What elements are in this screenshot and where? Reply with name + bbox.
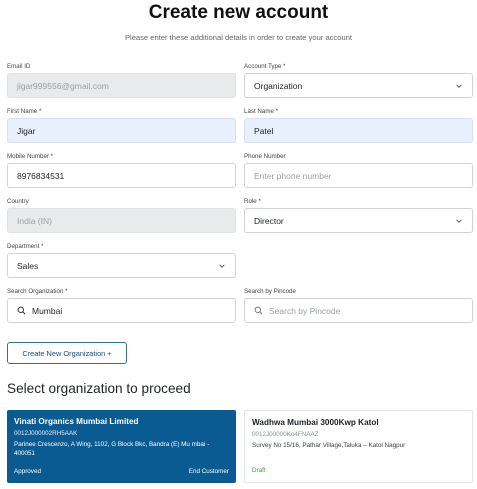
status-badge: Draft (252, 467, 266, 474)
organization-type: End Customer (188, 468, 229, 475)
phone-number-placeholder: Enter phone number (254, 170, 332, 181)
organization-code: 0012J00000Ko4FNAAZ (252, 431, 319, 438)
mobile-number-field[interactable] (7, 163, 236, 188)
organization-address: Parinee Crescenzo, A Wing, 1102, G Block Bkc, Bandra (E) Mu mbai - 400051 (14, 441, 210, 457)
last-name-value: Patel (254, 125, 274, 136)
page-title: Create new account (148, 2, 329, 23)
role-label: Role * (244, 198, 261, 205)
search-icon (17, 306, 26, 315)
chevron-down-icon (455, 82, 463, 90)
search-pincode-input[interactable] (244, 298, 473, 323)
account-type-label: Account Type * (244, 63, 286, 70)
department-select[interactable] (7, 253, 236, 278)
mobile-number-label: Mobile Number * (7, 153, 54, 160)
organization-name: Wadhwa Mumbai 3000Kwp Katol (252, 418, 379, 427)
organization-card[interactable] (244, 410, 473, 483)
department-value: Sales (17, 260, 39, 271)
chevron-down-icon (455, 217, 463, 225)
role-value: Director (254, 215, 284, 226)
first-name-value: Jigar (17, 125, 36, 136)
country-value: India (IN) (17, 215, 52, 226)
search-organization-input[interactable] (7, 298, 236, 323)
mobile-number-value: 8976834531 (17, 170, 65, 181)
page-subtitle: Please enter these additional details in order to create your account (124, 33, 353, 42)
create-new-organization-button[interactable]: Create New Organization + (7, 342, 127, 364)
department-label: Department * (7, 243, 44, 250)
section-heading: Select organization to proceed (7, 381, 191, 396)
phone-number-label: Phone Number (244, 153, 286, 160)
email-value: jigar999556@gmail.com (17, 80, 109, 91)
email-label: Email ID (7, 63, 31, 70)
search-icon (254, 306, 263, 315)
phone-number-field[interactable] (244, 163, 473, 188)
search-pincode-placeholder: Search by Pincode (269, 305, 341, 316)
role-select[interactable] (244, 208, 473, 233)
search-organization-label: Search Organization * (7, 288, 68, 295)
organization-address: Survey No 15/16, Pathar Village,Taluka – Katol Nagpur (252, 442, 406, 449)
last-name-label: Last Name * (244, 108, 279, 115)
account-type-select[interactable] (244, 73, 473, 98)
organization-code: 0012J000002RH5AAK (14, 430, 78, 437)
status-badge: Approved (14, 468, 41, 475)
last-name-field[interactable] (244, 118, 473, 143)
first-name-label: First Name * (7, 108, 42, 115)
first-name-field[interactable] (7, 118, 236, 143)
account-type-value: Organization (254, 80, 303, 91)
search-organization-value: Mumbai (32, 305, 63, 316)
country-field (7, 208, 236, 233)
search-pincode-label: Search by Pincode (244, 288, 296, 295)
country-label: Country (7, 198, 29, 205)
organization-name: Vinati Organics Mumbai Limited (14, 417, 139, 426)
email-field (7, 73, 236, 98)
chevron-down-icon (218, 262, 226, 270)
organization-card[interactable] (7, 410, 236, 483)
